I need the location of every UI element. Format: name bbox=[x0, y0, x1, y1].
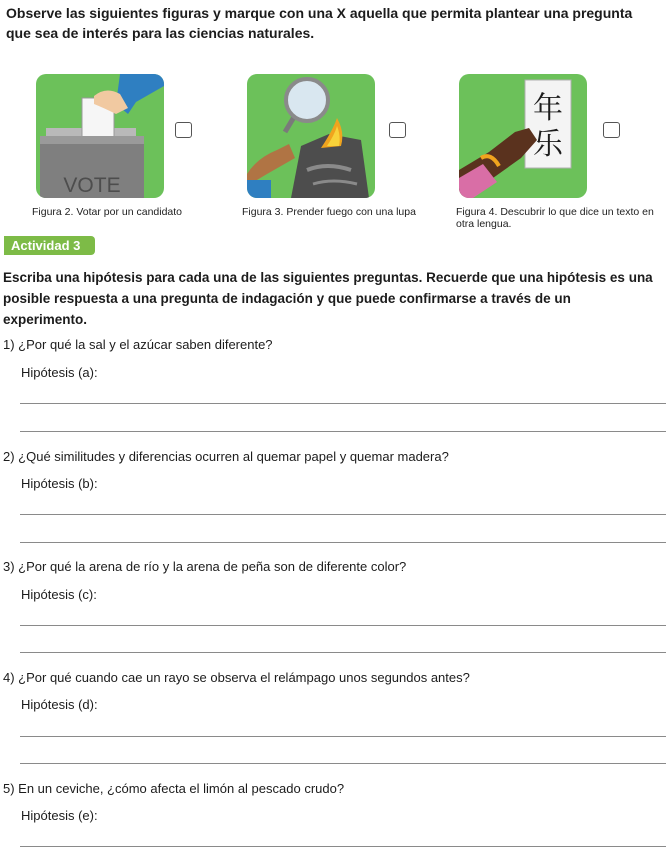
figure-2-caption: Figura 2. Votar por un candidato bbox=[32, 206, 183, 218]
figure-3-caption: Figura 3. Prender fuego con una lupa bbox=[242, 206, 416, 218]
hypothesis-b-label: Hipótesis (b): bbox=[21, 476, 98, 491]
figure-3-checkbox[interactable] bbox=[389, 122, 406, 138]
vote-word: VOTE bbox=[63, 174, 121, 197]
figure-4-caption: Figura 4. Descubrir lo que dice un texto en otra lengua. bbox=[456, 206, 654, 230]
hypothesis-c-label: Hipótesis (c): bbox=[21, 587, 97, 602]
figure-foreign-text-image bbox=[459, 74, 587, 198]
question-1: 1) ¿Por qué la sal y el azúcar saben diferente? bbox=[3, 337, 273, 352]
instructions-text: Escriba una hipótesis para cada una de las siguientes preguntas. Recuerde que una hipótesis es una posible respuesta a una pregunta de indagación y que puede confirmarse a través de un experimento. bbox=[3, 270, 653, 327]
figure-magnifier-image bbox=[247, 74, 375, 198]
question-5: 5) En un ceviche, ¿cómo afecta el limón al pescado crudo? bbox=[3, 781, 345, 796]
question-3: 3) ¿Por qué la arena de río y la arena de peña son de diferente color? bbox=[3, 559, 407, 574]
hypothesis-a-line-1[interactable] bbox=[20, 403, 666, 404]
intro-text: Observe las siguientes figuras y marque con una X aquella que permita plantear una pregunta que sea de interés para las ciencias naturales. bbox=[6, 5, 633, 41]
hypothesis-e-line-1[interactable] bbox=[20, 846, 666, 847]
hypothesis-b-line-1[interactable] bbox=[20, 514, 666, 515]
hypothesis-d-label: Hipótesis (d): bbox=[21, 697, 98, 712]
hypothesis-d-line-2[interactable] bbox=[20, 763, 666, 764]
hypothesis-b-line-2[interactable] bbox=[20, 542, 666, 543]
question-2: 2) ¿Qué similitudes y diferencias ocurren al quemar papel y quemar madera? bbox=[3, 449, 449, 464]
hypothesis-c-line-2[interactable] bbox=[20, 652, 666, 653]
figure-4-checkbox[interactable] bbox=[603, 122, 620, 138]
activity-badge: Actividad 3 bbox=[4, 236, 95, 255]
foreign-character-2: 乐 bbox=[533, 127, 563, 162]
hypothesis-a-line-2[interactable] bbox=[20, 431, 666, 432]
figure-2-checkbox[interactable] bbox=[175, 122, 192, 138]
hypothesis-c-line-1[interactable] bbox=[20, 625, 666, 626]
figure-vote-image bbox=[36, 74, 164, 198]
hypothesis-d-line-1[interactable] bbox=[20, 736, 666, 737]
foreign-character-1: 年 bbox=[533, 91, 563, 126]
hypothesis-a-label: Hipótesis (a): bbox=[21, 365, 98, 380]
question-4: 4) ¿Por qué cuando cae un rayo se observa el relámpago unos segundos antes? bbox=[3, 670, 470, 685]
hypothesis-e-label: Hipótesis (e): bbox=[21, 808, 98, 823]
